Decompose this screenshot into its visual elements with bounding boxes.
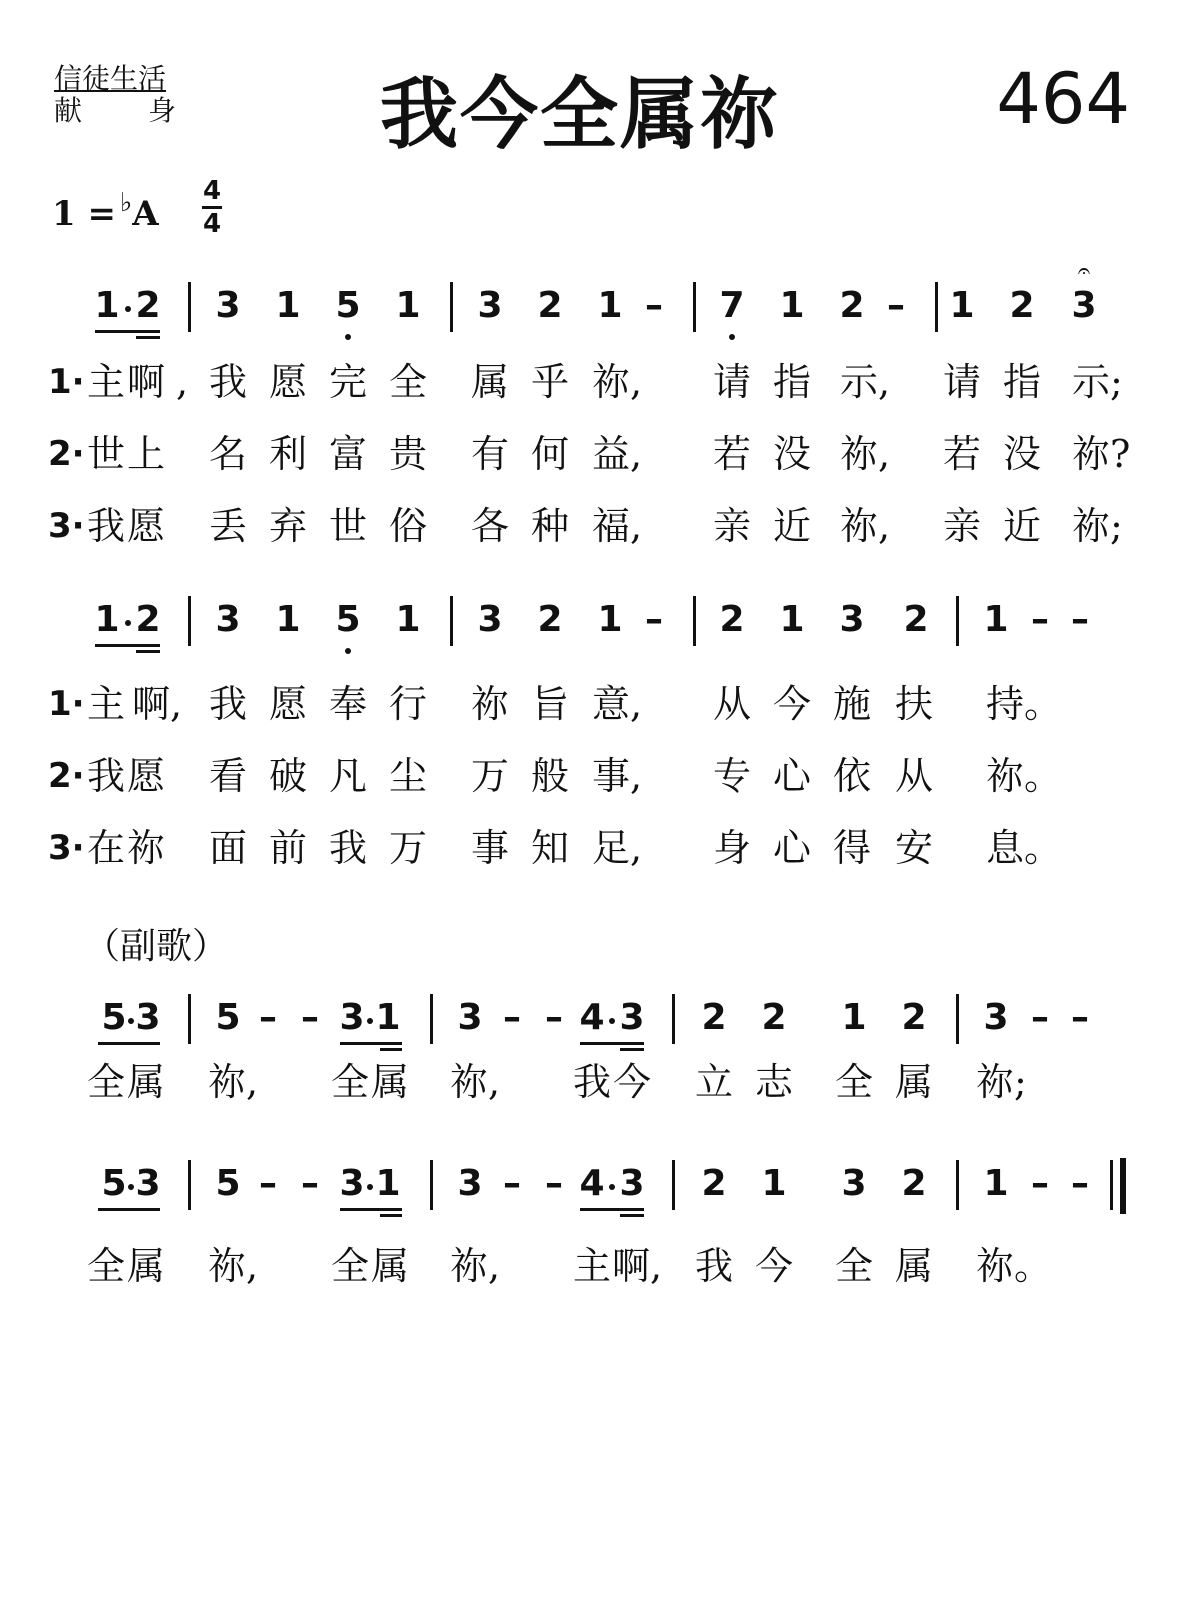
note: 3 (339, 1163, 365, 1204)
barline (672, 994, 675, 1044)
verse-number: 2· (48, 434, 85, 474)
note: 2 (537, 599, 563, 640)
barline (672, 1160, 675, 1210)
note: 5 (101, 997, 127, 1038)
barline (935, 282, 938, 332)
verse-number: 1· (48, 684, 85, 724)
lyric-char: 心 (772, 826, 811, 870)
note-dash: – (545, 997, 563, 1038)
lyric-char: 得 (832, 826, 871, 870)
note: 1 (395, 599, 421, 640)
lyric-char: 前 (268, 826, 307, 870)
underline (620, 1208, 644, 1211)
underline-double (380, 1048, 402, 1051)
note: 1 (779, 285, 805, 326)
note: 4 (579, 997, 605, 1038)
note: 3 (839, 599, 865, 640)
lyric-char: 全 (86, 1060, 125, 1104)
rhythm-dot (609, 1018, 615, 1024)
lyric-char: 没 (772, 432, 811, 476)
lyric-char: 属 (370, 1060, 409, 1104)
lyric-char: 意, (592, 682, 643, 726)
note: 1 (275, 599, 301, 640)
verse-number: 2· (48, 756, 85, 796)
lyric-char: 全 (86, 1244, 125, 1288)
note: 3 (457, 997, 483, 1038)
barline (450, 596, 453, 646)
octave-dot-below (345, 648, 351, 654)
note: 2 (537, 285, 563, 326)
note-dash: – (1071, 599, 1089, 640)
lyric-char: 俗 (388, 504, 427, 548)
lyric-char: 全 (330, 1244, 369, 1288)
barline (430, 994, 433, 1044)
underline-double (136, 650, 160, 653)
barline (693, 282, 696, 332)
rhythm-dot (128, 1018, 134, 1024)
lyric-char: 祢? (1072, 432, 1131, 476)
note: 2 (901, 1163, 927, 1204)
subcategory-char-2: 身 (147, 94, 176, 127)
lyric-char: 我 (694, 1244, 733, 1288)
lyric-char: 各 (470, 504, 509, 548)
underline (380, 1042, 402, 1045)
lyric-char: 知 (530, 826, 569, 870)
note-dash: – (503, 997, 521, 1038)
subcategory-char-1: 献 (54, 94, 83, 127)
note-dash: – (1071, 997, 1089, 1038)
lyric-char: 祢。 (976, 1244, 1053, 1288)
rhythm-dot (125, 306, 131, 312)
lyric-char: 面 (208, 826, 247, 870)
barline (430, 1160, 433, 1210)
hymn-number: 464 (996, 58, 1130, 140)
note: 5 (335, 285, 361, 326)
lyric-char: 我 (86, 504, 125, 548)
lyric-char: 指 (772, 360, 811, 404)
barline (956, 994, 959, 1044)
category-label: 信徒生活 (54, 62, 167, 95)
lyric-char: 没 (1002, 432, 1041, 476)
final-barline (1120, 1158, 1126, 1214)
lyric-char: 看 (208, 754, 247, 798)
key-prefix: 1 = (52, 194, 116, 234)
note: 1 (597, 285, 623, 326)
lyric-char: 弃 (268, 504, 307, 548)
barline (693, 596, 696, 646)
note: 1 (841, 997, 867, 1038)
note-dash: – (301, 1163, 319, 1204)
note: 2 (135, 599, 161, 640)
key-signature (52, 188, 159, 234)
underline (380, 1208, 402, 1211)
lyric-char: 我 (328, 826, 367, 870)
lyric-char: 愿 (268, 360, 307, 404)
lyric-char: 福, (592, 504, 643, 548)
note: 1 (375, 997, 401, 1038)
lyric-char: 足, (592, 826, 643, 870)
lyric-char: 益, (592, 432, 643, 476)
note: 1 (275, 285, 301, 326)
lyric-char: 指 (1002, 360, 1041, 404)
lyric-char: 愿 (268, 682, 307, 726)
barline (956, 596, 959, 646)
note: 1 (983, 1163, 1009, 1204)
lyric-char: 破 (268, 754, 307, 798)
note: 1 (94, 599, 120, 640)
lyric-char: 完 (328, 360, 367, 404)
note-dash: – (301, 997, 319, 1038)
note: 1 (761, 1163, 787, 1204)
lyric-char: 今 (612, 1060, 651, 1104)
note: 1 (94, 285, 120, 326)
lyric-char: 专 (712, 754, 751, 798)
time-sig-top: 4 (202, 176, 222, 206)
lyric-char: 世 (86, 432, 125, 476)
note-dash: – (887, 285, 905, 326)
lyric-char: 主 (86, 682, 125, 726)
note: 3 (339, 997, 365, 1038)
lyric-char: 名 (208, 432, 247, 476)
lyric-char: 旨 (530, 682, 569, 726)
lyric-char: 若 (942, 432, 981, 476)
lyric-char: 贵 (388, 432, 427, 476)
lyric-char: 事, (592, 754, 643, 798)
note-dash: – (545, 1163, 563, 1204)
octave-dot-below (345, 334, 351, 340)
lyric-char: 我 (208, 682, 247, 726)
fermata-icon: 𝄐 (1077, 259, 1091, 284)
underline-double (620, 1048, 644, 1051)
lyric-char: 施 (832, 682, 871, 726)
note: 2 (761, 997, 787, 1038)
note: 3 (983, 997, 1009, 1038)
lyric-char: 我 (572, 1060, 611, 1104)
lyric-char: 扶 (894, 682, 933, 726)
lyric-char: 事 (470, 826, 509, 870)
lyric-char: 亲 (712, 504, 751, 548)
note: 3 (619, 997, 645, 1038)
underline (136, 330, 160, 333)
lyric-char: 有 (470, 432, 509, 476)
chorus-label: （副歌） (84, 926, 229, 967)
lyric-char: 属 (370, 1244, 409, 1288)
lyric-char: 今 (772, 682, 811, 726)
lyric-char: 属 (126, 1060, 165, 1104)
barline (956, 1160, 959, 1210)
underline-double (380, 1214, 402, 1217)
lyric-char: 身 (712, 826, 751, 870)
barline (188, 1160, 191, 1210)
lyric-char: 请 (942, 360, 981, 404)
lyric-char: 示, (840, 360, 891, 404)
note: 2 (701, 1163, 727, 1204)
rhythm-dot (128, 1184, 134, 1190)
lyric-char: 心 (772, 754, 811, 798)
note: 3 (457, 1163, 483, 1204)
key-note: A (132, 194, 159, 234)
note: 3 (841, 1163, 867, 1204)
lyric-char: 全 (834, 1244, 873, 1288)
note: 2 (901, 997, 927, 1038)
lyric-char: 凡 (328, 754, 367, 798)
note: 3 (1071, 285, 1097, 326)
note: 2 (1009, 285, 1035, 326)
note: 3 (215, 599, 241, 640)
lyric-char: 啊 (126, 360, 165, 404)
note: 1 (779, 599, 805, 640)
lyric-char: 祢 (470, 682, 509, 726)
lyric-char: 从 (712, 682, 751, 726)
flat-sign: ♭ (119, 188, 133, 218)
underline (620, 1042, 644, 1045)
rhythm-dot (609, 1184, 615, 1190)
note-dash: – (1031, 599, 1049, 640)
lyric-char: 祢, (840, 504, 891, 548)
lyric-char: 行 (388, 682, 427, 726)
note: 3 (477, 599, 503, 640)
time-sig-bottom: 4 (202, 209, 222, 239)
note-dash: – (259, 997, 277, 1038)
note-dash: – (503, 1163, 521, 1204)
lyric-char: 尘 (388, 754, 427, 798)
lyric-char: 我 (208, 360, 247, 404)
note: 3 (135, 1163, 161, 1204)
lyric-char: 种 (530, 504, 569, 548)
note-dash: – (645, 285, 663, 326)
underline (136, 644, 160, 647)
lyric-char: 近 (772, 504, 811, 548)
lyric-char: 富 (328, 432, 367, 476)
lyric-char: 丢 (208, 504, 247, 548)
lyric-char: 利 (268, 432, 307, 476)
barline (450, 282, 453, 332)
rhythm-dot (367, 1018, 373, 1024)
underline (98, 1042, 160, 1045)
lyric-char: 我 (86, 754, 125, 798)
note: 2 (839, 285, 865, 326)
lyric-char: 立 (694, 1060, 733, 1104)
lyric-char: 万 (388, 826, 427, 870)
lyric-char: 祢 (126, 826, 165, 870)
rhythm-dot (367, 1184, 373, 1190)
lyric-char: 愿 (126, 754, 165, 798)
lyric-char: 愿 (126, 504, 165, 548)
note: 5 (101, 1163, 127, 1204)
lyric-char: 祢; (1072, 504, 1123, 548)
note: 3 (215, 285, 241, 326)
underline (98, 1208, 160, 1211)
lyric-char: 祢, (450, 1244, 501, 1288)
lyric-char: 何 (530, 432, 569, 476)
lyric-char: 祢, (592, 360, 643, 404)
note: 1 (983, 599, 1009, 640)
note: 5 (215, 997, 241, 1038)
lyric-char: 祢, (208, 1060, 259, 1104)
underline-double (136, 336, 160, 339)
verse-number: 3· (48, 828, 85, 868)
note: 5 (215, 1163, 241, 1204)
time-signature (202, 178, 222, 237)
barline (188, 282, 191, 332)
lyric-char: 依 (832, 754, 871, 798)
verse-number: 1· (48, 362, 85, 402)
lyric-char: 属 (894, 1060, 933, 1104)
note: 7 (719, 285, 745, 326)
lyric-char: 乎 (530, 360, 569, 404)
lyric-char: 安 (894, 826, 933, 870)
barline (1110, 1160, 1113, 1210)
lyric-char: 祢, (840, 432, 891, 476)
note: 2 (135, 285, 161, 326)
lyric-char: 主 (572, 1244, 611, 1288)
barline (188, 994, 191, 1044)
lyric-char: 全 (834, 1060, 873, 1104)
lyric-char: 请 (712, 360, 751, 404)
lyric-char: 属 (470, 360, 509, 404)
note-dash: – (1071, 1163, 1089, 1204)
hymn-title: 我今全属祢 (379, 69, 780, 160)
note-dash: – (259, 1163, 277, 1204)
lyric-char: 啊, (612, 1244, 663, 1288)
lyric-char: 祢; (976, 1060, 1027, 1104)
lyric-char: 全 (330, 1060, 369, 1104)
lyric-char: 今 (754, 1244, 793, 1288)
barline (188, 596, 191, 646)
lyric-char: 属 (126, 1244, 165, 1288)
underline-double (620, 1214, 644, 1217)
lyric-char: 属 (894, 1244, 933, 1288)
note: 2 (719, 599, 745, 640)
lyric-char: 志 (754, 1060, 793, 1104)
note: 4 (579, 1163, 605, 1204)
lyric-char: 奉 (328, 682, 367, 726)
lyric-char: 若 (712, 432, 751, 476)
lyric-char: 全 (388, 360, 427, 404)
note-dash: – (1031, 1163, 1049, 1204)
note: 3 (135, 997, 161, 1038)
note: 1 (949, 285, 975, 326)
lyric-char: 祢。 (986, 754, 1063, 798)
note: 1 (375, 1163, 401, 1204)
lyric-char: 近 (1002, 504, 1041, 548)
note: 1 (597, 599, 623, 640)
note: 5 (335, 599, 361, 640)
lyric-char: 息。 (986, 826, 1063, 870)
note: 2 (903, 599, 929, 640)
note: 1 (395, 285, 421, 326)
lyric-char: 万 (470, 754, 509, 798)
lyric-char: , (175, 360, 189, 404)
lyric-char: 世 (328, 504, 367, 548)
lyric-char: 祢, (208, 1244, 259, 1288)
octave-dot-below (729, 334, 735, 340)
lyric-char: 啊, (132, 682, 183, 726)
lyric-char: 主 (86, 360, 125, 404)
note-dash: – (1031, 997, 1049, 1038)
lyric-char: 持。 (986, 682, 1063, 726)
note-dash: – (645, 599, 663, 640)
note: 3 (477, 285, 503, 326)
rhythm-dot (125, 620, 131, 626)
lyric-char: 亲 (942, 504, 981, 548)
note: 2 (701, 997, 727, 1038)
lyric-char: 示; (1072, 360, 1123, 404)
lyric-char: 在 (86, 826, 125, 870)
verse-number: 3· (48, 506, 85, 546)
lyric-char: 祢, (450, 1060, 501, 1104)
lyric-char: 般 (530, 754, 569, 798)
note: 3 (619, 1163, 645, 1204)
lyric-char: 从 (894, 754, 933, 798)
lyric-char: 上 (126, 432, 165, 476)
